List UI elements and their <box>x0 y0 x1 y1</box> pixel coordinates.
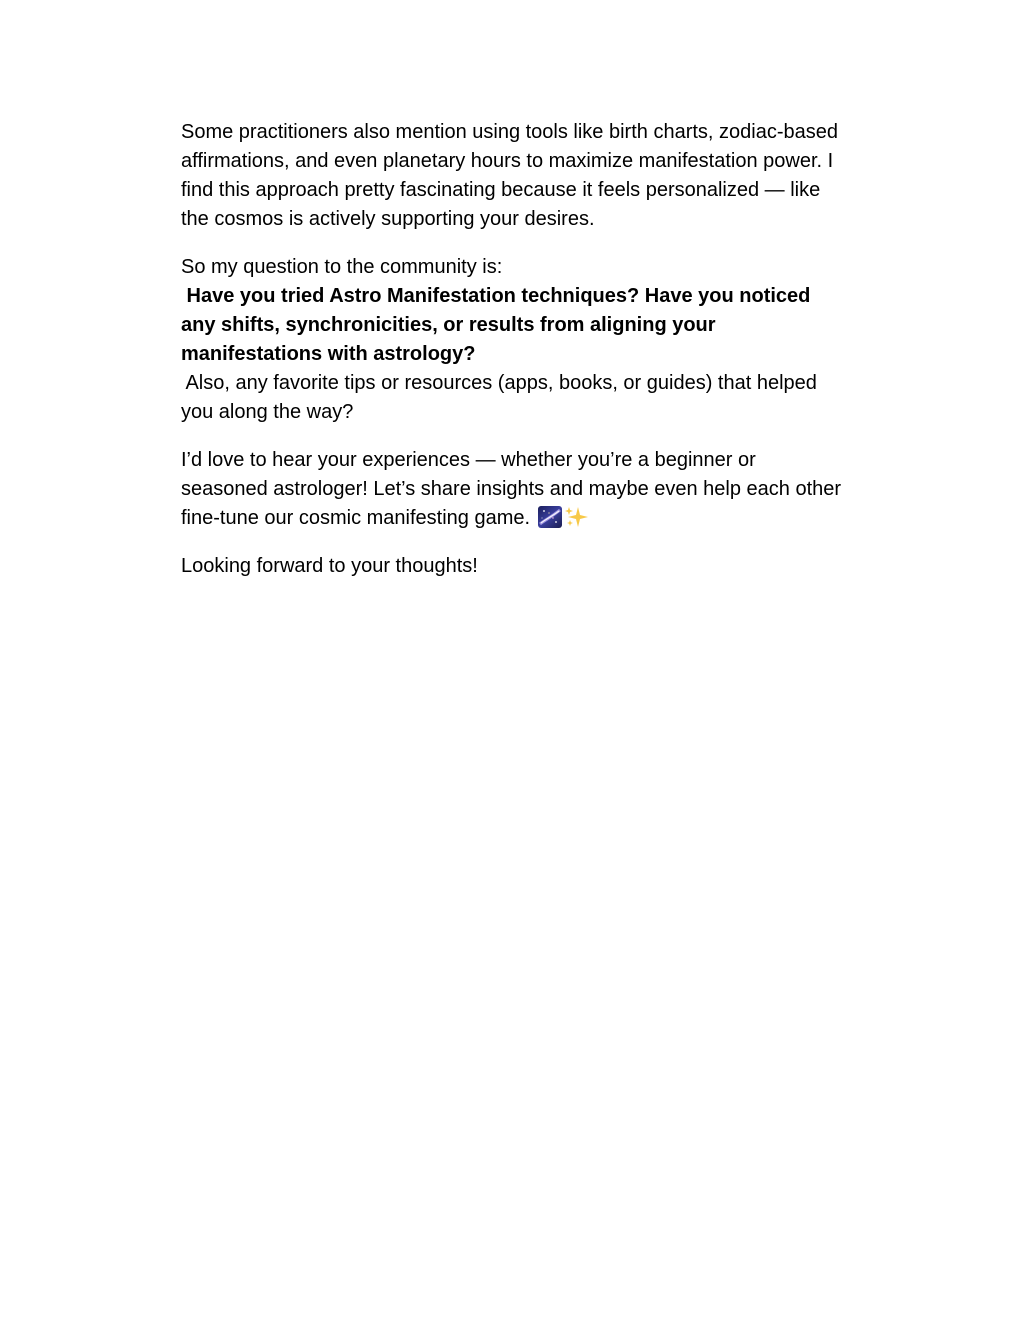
text-line: Some practitioners also mention using tools like birth charts, zodiac-based <box>181 121 838 143</box>
text-line: I’d love to hear your experiences — whether you’re a beginner or <box>181 449 756 471</box>
last-line-text: fine-tune our cosmic manifesting game. <box>181 507 531 529</box>
paragraph-tools <box>181 118 911 234</box>
paragraph-experiences <box>181 446 911 533</box>
text-line-with-emoji <box>181 504 911 533</box>
sparkles-icon <box>564 505 590 529</box>
question-tail-line: Also, any favorite tips or resources (apps, books, or guides) that helped <box>181 372 817 394</box>
question-intro: So my question to the community is: <box>181 256 503 278</box>
milky-way-icon <box>538 506 562 528</box>
question-tail-line: you along the way? <box>181 401 354 423</box>
question-bold-line: Have you tried Astro Manifestation techniques? Have you noticed <box>181 285 811 307</box>
paragraph-question <box>181 253 911 427</box>
question-bold-line: any shifts, synchronicities, or results from aligning your <box>181 314 716 336</box>
paragraph-closing <box>181 552 911 581</box>
closing-line: Looking forward to your thoughts! <box>181 555 478 577</box>
text-line: the cosmos is actively supporting your desires. <box>181 208 595 230</box>
text-line: affirmations, and even planetary hours to maximize manifestation power. I <box>181 150 834 172</box>
document-page <box>181 118 911 600</box>
text-line: find this approach pretty fascinating because it feels personalized — like <box>181 179 821 201</box>
question-bold-line: manifestations with astrology? <box>181 343 476 365</box>
text-line: seasoned astrologer! Let’s share insights and maybe even help each other <box>181 478 842 500</box>
